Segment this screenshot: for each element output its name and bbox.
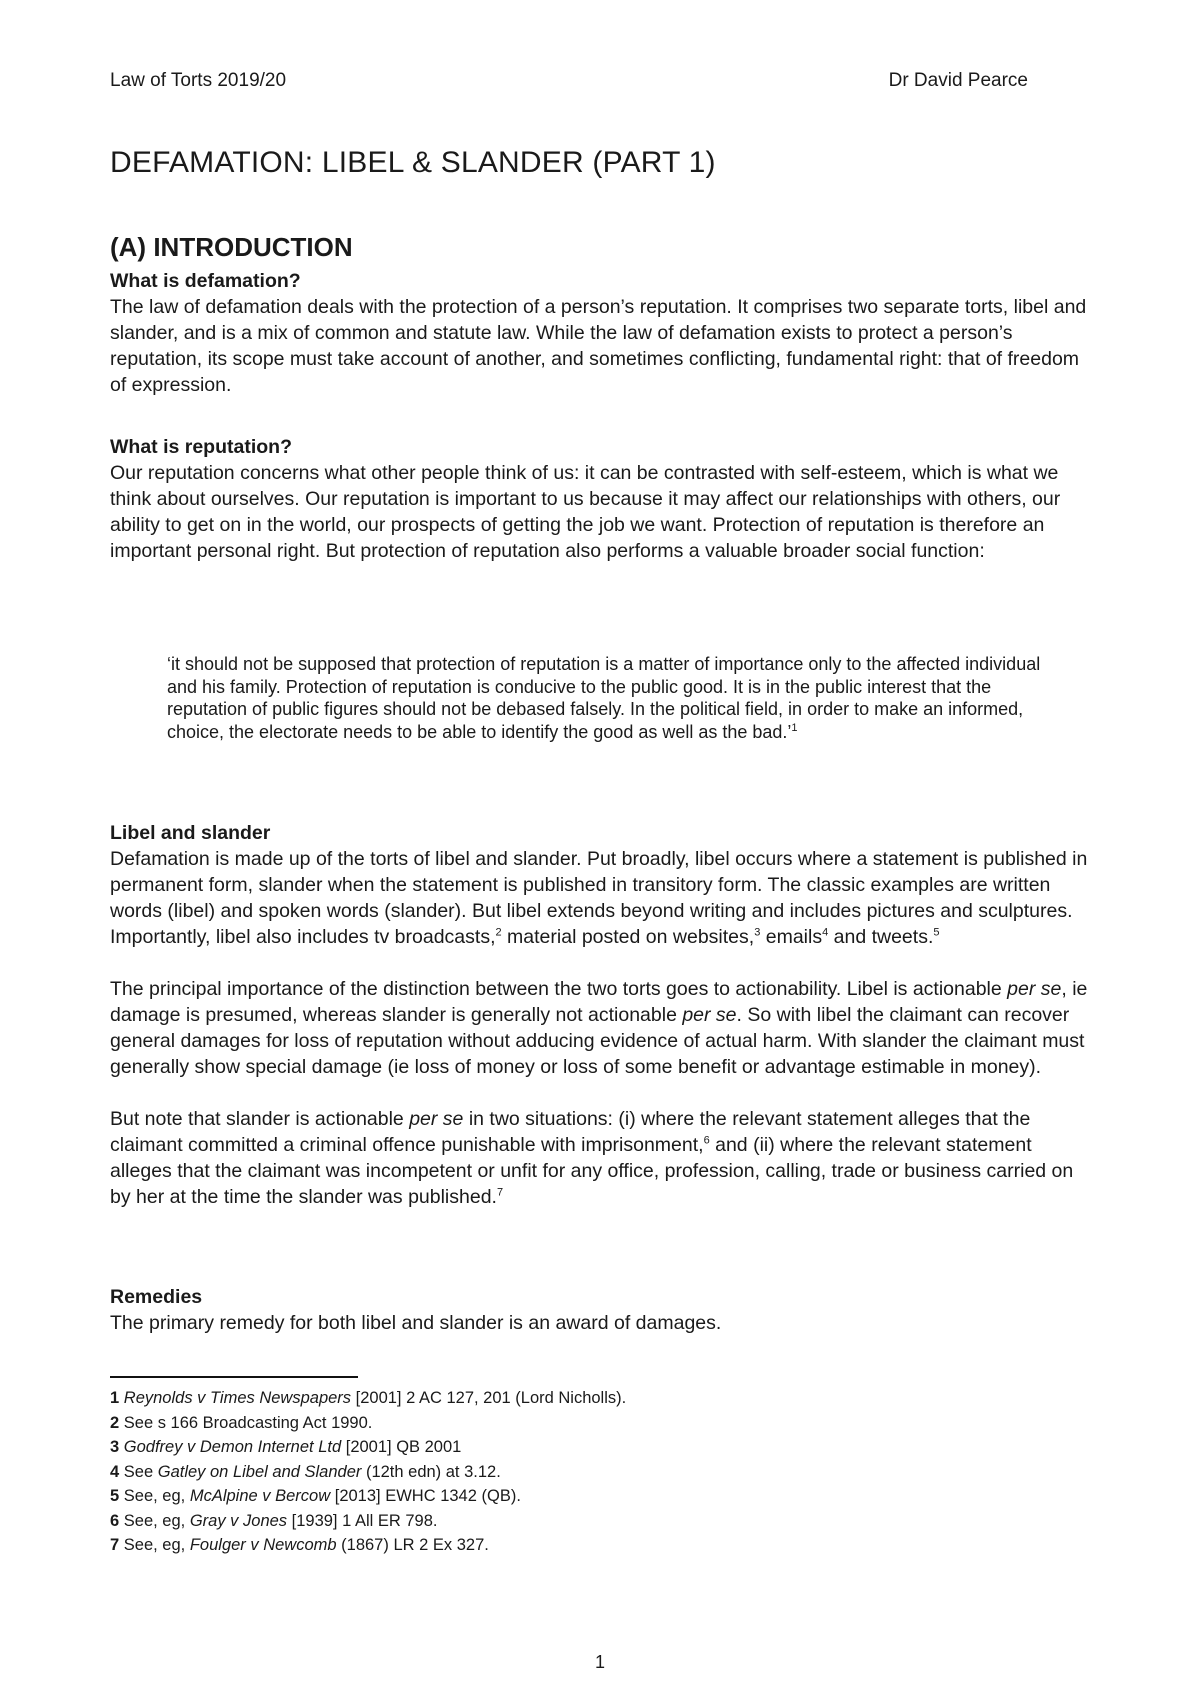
subheading-reputation: What is reputation? bbox=[110, 436, 292, 458]
footnote-ref-6: 6 bbox=[703, 1134, 710, 1147]
footnotes bbox=[110, 1386, 1090, 1558]
paragraph-defamation: The law of defamation deals with the protection of a person’s reputation. It comprises two separate torts, libel and slander, and is a mix of common and statute law. While the law of defamation exists to protect a person’s reputation, its scope must take account of another, and sometimes conflicting, fundamental right: that of freedom of expression. bbox=[110, 296, 1087, 396]
page-number: 1 bbox=[594, 1652, 605, 1672]
block-quote bbox=[167, 653, 1047, 743]
paragraph-remedies: The primary remedy for both libel and slander is an award of damages. bbox=[110, 1312, 722, 1334]
section-what-is-reputation bbox=[110, 434, 1090, 564]
paragraph-reputation: Our reputation concerns what other people think of us: it can be contrasted with self-esteem, which is what we think about ourselves. Our reputation is important to us because it may affect our relationships with others, our ability to get on in the world, our prospects of getting the job we want. Protection of reputation is therefore an important personal right. But protection of reputation also performs a valuable broader social function: bbox=[110, 462, 1061, 562]
footnote-ref-1: 1 bbox=[791, 721, 798, 734]
subheading-libel-slander: Libel and slander bbox=[110, 822, 271, 844]
footnote-ref-2: 2 bbox=[495, 926, 502, 939]
footnote-item: 3 Godfrey v Demon Internet Ltd [2001] QB 2001 bbox=[110, 1438, 462, 1456]
section-what-is-defamation bbox=[110, 268, 1090, 398]
footnote-ref-3: 3 bbox=[754, 926, 761, 939]
footnote-item: 2 See s 166 Broadcasting Act 1990. bbox=[110, 1413, 373, 1432]
paragraph-libel-3: But note that slander is actionable per se in two situations: (i) where the relevant statement alleges that the claimant committed a criminal offence punishable with imprisonment,$^6$ and (ii) where the relevant statement alleges that the claimant was incompetent or unfit for any office, profession, calling, trade or business carried on by her at the time the slander was published.$^7$ bbox=[110, 1108, 1074, 1208]
quote-text: ‘it should not be supposed that protection of reputation is a matter of importance only to the affected individual and his family. Protection of reputation is conducive to the public good. It is in the public interest that the reputation of public figures should not be debased falsely. In the political field, in order to make an informed, choice, the electorate needs to be able to identify the good as well as the bad.’ bbox=[167, 654, 1041, 742]
footnote-separator bbox=[110, 1376, 358, 1378]
footnote-item: 7 See, eg, Foulger v Newcomb (1867) LR 2 Ex 327. bbox=[110, 1536, 489, 1554]
section-remedies bbox=[110, 1284, 1090, 1336]
section-title: (A) INTRODUCTION bbox=[110, 232, 353, 262]
paragraph-libel-2: The principal importance of the distinction between the two torts goes to actionability. Libel is actionable per se, ie damage is presumed, whereas slander is generally not actionable per se. So with libel the claimant can recover general damages for loss of reputation without adducing evidence of actual harm. With slander the claimant must generally show special damage (ie loss of money or loss of some benefit or advantage estimable in money). bbox=[110, 978, 1088, 1078]
footnote-item: 6 See, eg, Gray v Jones [1939] 1 All ER 798. bbox=[110, 1511, 438, 1530]
subheading-defamation: What is defamation? bbox=[110, 270, 301, 292]
footnote-item: 4 See Gatley on Libel and Slander (12th edn) at 3.12. bbox=[110, 1462, 501, 1481]
section-libel-and-slander bbox=[110, 820, 1090, 1210]
header-course-title: Law of Torts 2019/20 bbox=[110, 70, 287, 91]
footnote-ref-7: 7 bbox=[496, 1186, 504, 1199]
paragraph-libel-1: Defamation is made up of the torts of libel and slander. Put broadly, libel occurs where a statement is published in permanent form, slander when the statement is published in transitory form. The classic examples are written words (libel) and spoken words (slander). But libel extends beyond writing and includes pictures and sculptures. Importantly, libel also includes tv broadcasts,$^2$ material posted on websites,$^3$ emails$^4$ and tweets.$^5$ bbox=[110, 848, 1088, 948]
subheading-remedies: Remedies bbox=[110, 1286, 203, 1308]
footnote-ref-5: 5 bbox=[933, 926, 940, 939]
footnote-item: 1 Reynolds v Times Newspapers [2001] 2 AC 127, 201 (Lord Nicholls). bbox=[110, 1389, 627, 1407]
document-title: DEFAMATION: LIBEL & SLANDER (PART 1) bbox=[110, 146, 716, 179]
footnote-item: 5 See, eg, McAlpine v Bercow [2013] EWHC 1342 (QB). bbox=[110, 1487, 521, 1505]
footnote-ref-4: 4 bbox=[822, 926, 829, 939]
header-author: Dr David Pearce bbox=[888, 70, 1028, 91]
